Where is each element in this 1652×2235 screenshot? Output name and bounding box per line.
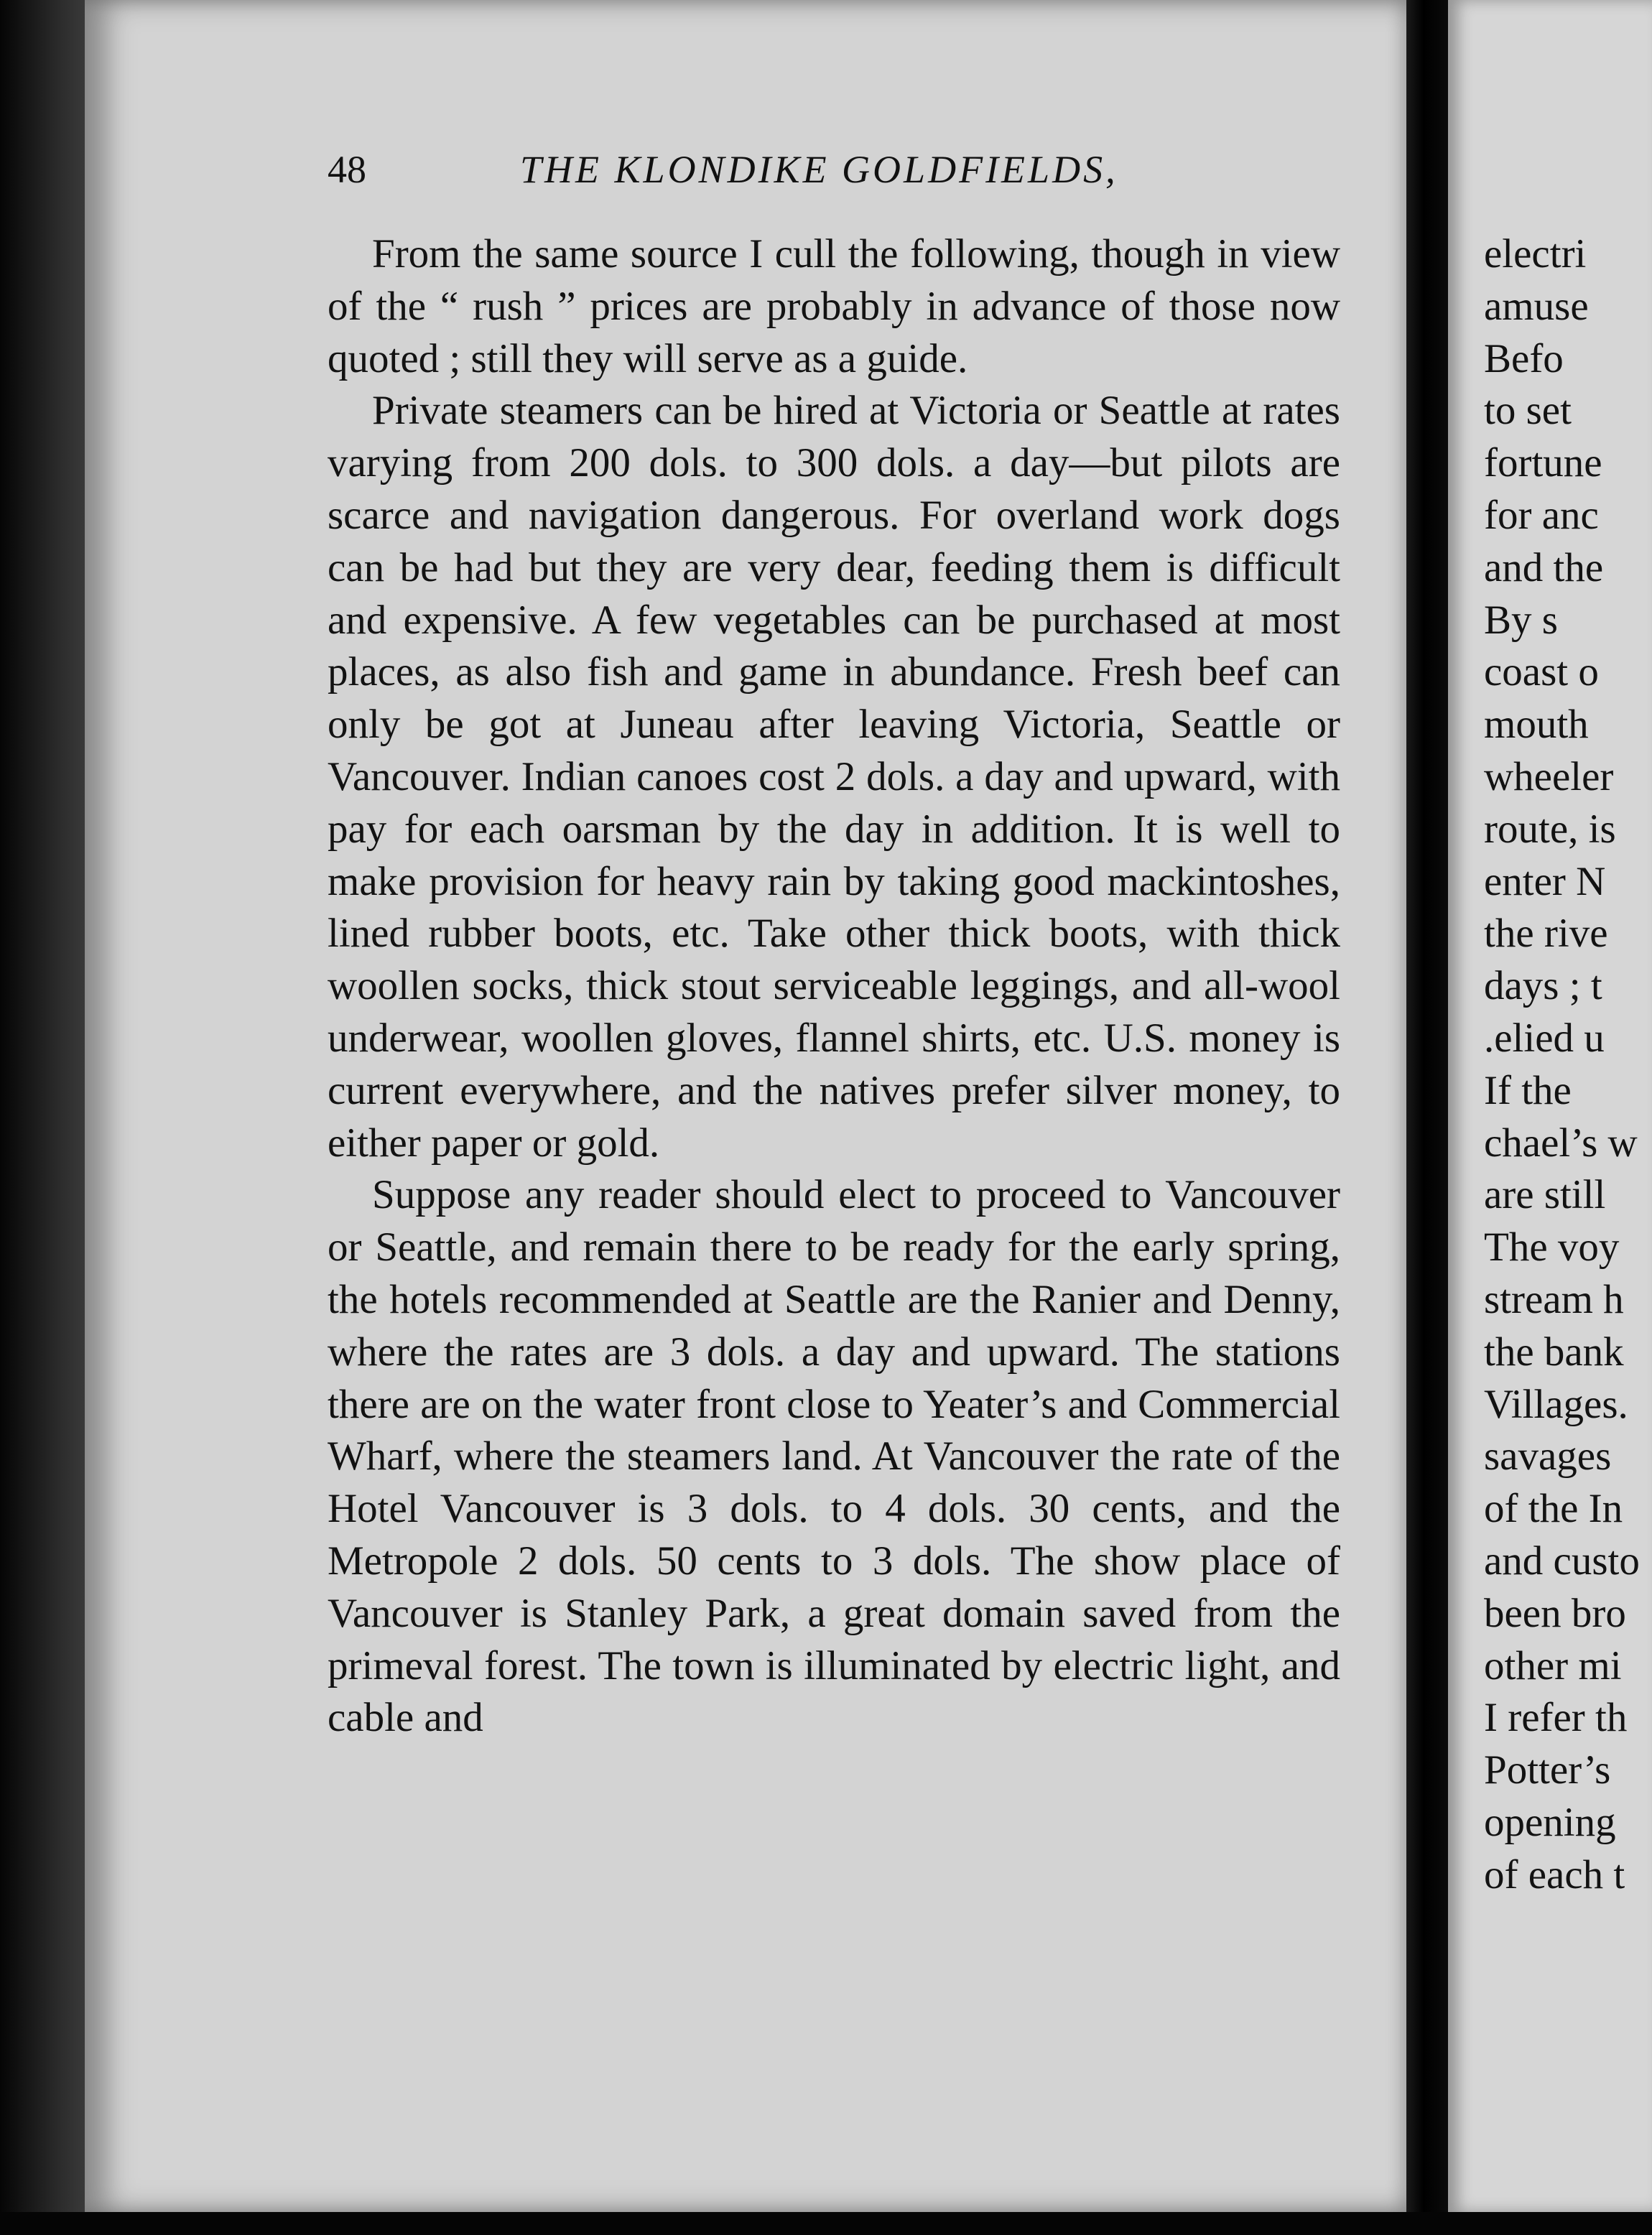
text-line: Villages. [1484,1381,1628,1427]
text-line: are still [1484,1172,1606,1218]
paragraph: Suppose any reader should elect to proceed to Vancouver or Seattle, and remain there to be ready for the early spring, the hotels recommended at Seattle are the Ranier and Denny, where the rates are 3 dols. a day and upward. The stations there are on the water front close to Yeater’s and Commercial Wharf, where the steamers land. At Vancouver the rate of the Hotel Vancouver is 3 dols. to 4 dols. 30 cents, and the Metropole 2 dols. 50 cents to 3 dols. The show place of Vancouver is Stanley Park, a great domain saved from the primeval forest. The town is illuminated by electric light, and cable and [328,1172,1340,1741]
text-line: electri [1484,231,1587,277]
text-line: I refer th [1484,1695,1628,1741]
text-line: the bank [1484,1329,1624,1375]
text-line: .elied u [1484,1015,1605,1061]
text-line: been bro [1484,1590,1626,1636]
text-line: of the In [1484,1486,1623,1532]
text-line: enter N [1484,858,1606,904]
text-line: opening [1484,1799,1616,1845]
text-line: By s [1484,597,1558,643]
text-line: for anc [1484,492,1599,538]
text-line: mouth [1484,702,1589,748]
text-line: chael’s w [1484,1120,1638,1166]
text-line: wheeler [1484,753,1614,799]
text-line: If the [1484,1067,1572,1113]
page-header [328,147,1340,198]
text-line: The voy [1484,1225,1620,1270]
text-line: fortune [1484,440,1602,486]
scan-bottom-edge [0,2212,1652,2235]
running-title: THE KLONDIKE GOLDFIELDS, [520,148,1118,191]
text-line: days ; t [1484,963,1602,1009]
text-line: and custo [1484,1538,1640,1584]
text-line: coast o [1484,649,1599,695]
paragraph: From the same source I cull the following, though in view of the “ rush ” prices are probably in advance of those now quoted ; still they will serve as a guide. [328,231,1340,381]
book-binding-edge [0,0,86,2235]
text-line: to set [1484,388,1572,434]
text-line: amuse [1484,283,1589,329]
text-line: of each t [1484,1851,1625,1897]
page-number: 48 [328,148,366,191]
text-line: other mi [1484,1642,1622,1688]
text-line: savages [1484,1434,1612,1479]
text-line: route, is [1484,806,1616,852]
page-body [328,228,1340,1744]
text-line: the rive [1484,911,1608,957]
text-line: stream h [1484,1276,1624,1322]
right-page-text [1484,228,1652,1902]
text-line: Befo [1484,335,1564,381]
paragraph: Private steamers can be hired at Victoria or Seattle at rates varying from 200 dols. to 300 dols. a day—but pilots are scarce and navigation dangerous. For overland work dogs can be had but they are very dear, feeding them is difficult and expensive. A few vegetables can be purchased at most places, as also fish and game in abundance. Fresh beef can only be got at Juneau after leaving Victoria, Seattle or Vancouver. Indian canoes cost 2 dols. a day and upward, with pay for each oarsman by the day in addition. It is well to make provision for heavy rain by taking good mackintoshes, lined rubber boots, etc. Take other thick boots, with thick woollen socks, thick stout serviceable leggings, and all-wool underwear, woollen gloves, flannel shirts, etc. U.S. money is current everywhere, and the natives prefer silver money, to either paper or gold. [328,388,1340,1166]
text-line: and the [1484,544,1604,590]
text-line: Potter’s [1484,1747,1611,1793]
book-gutter [1406,0,1449,2235]
